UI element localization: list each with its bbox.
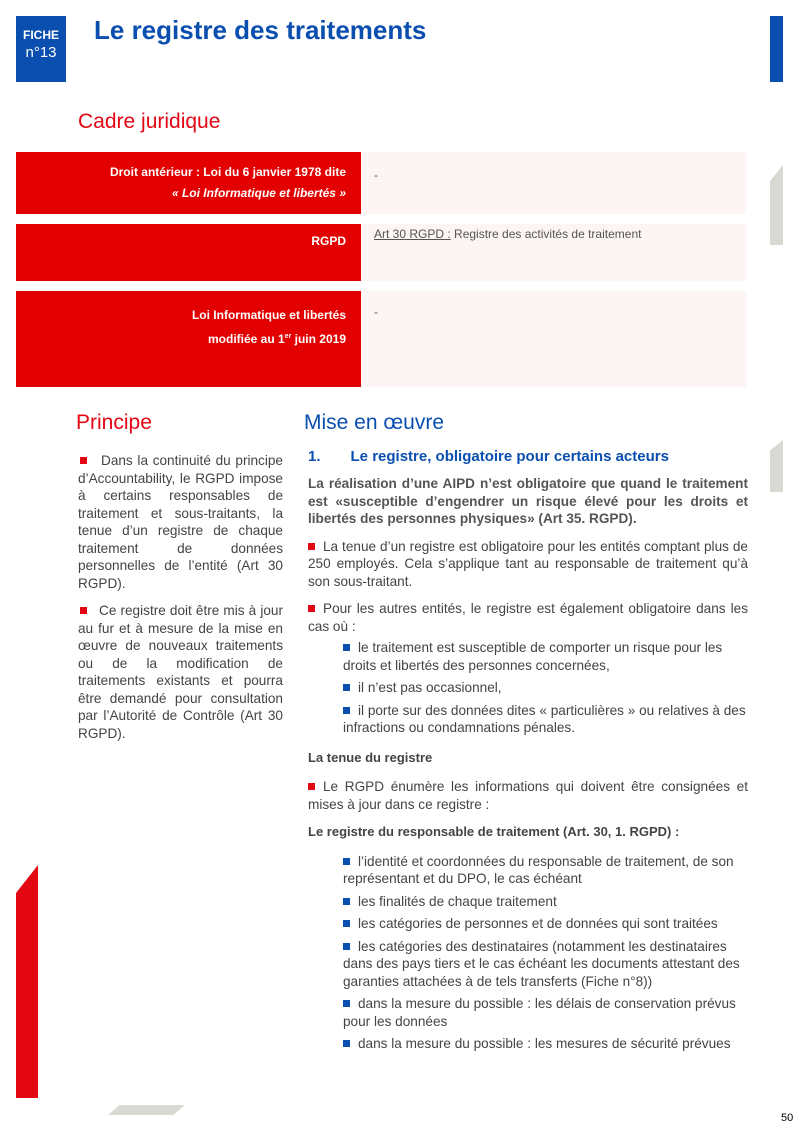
decorative-red-shape — [16, 865, 38, 1098]
bullet-icon — [343, 684, 350, 691]
superscript: er — [284, 333, 292, 340]
section-title: Le registre, obligatoire pour certains acteurs — [350, 448, 669, 465]
intro-bold: La réalisation d’une AIPD n’est obligatoire que quand le traitement est «susceptible d’engendrer un risque élevé pour les droits et libertés des personnes physiques» (Art 35. RGPD). — [308, 476, 748, 526]
list-item-text: dans la mesure du possible : les mesures de sécurité prévues — [358, 1036, 731, 1051]
principe-paragraph: Ce registre doit être mis à jour au fur et à mesure de la mise en œuvre de nouveaux traitements ou de la modification de traitements existants et pourra être demandé pour consultation par l’Autorité de Contrôle (Art 30 RGPD). — [78, 603, 283, 741]
principe-paragraph: Dans la continuité du principe d’Accountability, le RGPD impose à certains responsables de traitement et sous-traitants, la tenue d’un registre de chaque traitement de données personnelles de l’entité (Art 30 RGPD). — [78, 453, 283, 591]
list-item — [308, 995, 748, 1030]
list-item-text: l’identité et coordonnées du responsable de traitement, de son représentant et du DPO, le cas échéant — [343, 853, 734, 886]
list-item — [308, 1035, 748, 1053]
list-item-text: les finalités de chaque traitement — [358, 893, 557, 909]
sub-heading: La tenue du registre — [308, 749, 433, 765]
bullet-icon — [343, 1040, 350, 1047]
list-item — [308, 938, 748, 991]
mise-body — [308, 475, 748, 1058]
list-item — [308, 679, 748, 697]
bullet-icon — [343, 898, 350, 905]
bullet-icon — [343, 707, 350, 714]
bullet-icon — [343, 1000, 350, 1007]
fiche-label: FICHE — [23, 28, 59, 42]
list-item — [308, 915, 748, 933]
list-item-text: les catégories de personnes et de données qui sont traitées — [358, 916, 718, 931]
list-item-text: les catégories des destinataires (notamment les destinataires dans des pays tiers et le cas échéant les documents attestant des garanties attachées à de tels transferts (Fiche n°8)) — [343, 938, 740, 989]
list-item-text: il n’est pas occasionnel, — [358, 680, 502, 695]
list-item-text: dans la mesure du possible : les délais de conservation prévus pour les données — [343, 996, 736, 1029]
principe-heading: Principe — [76, 411, 152, 434]
art-30-link[interactable]: Art 30 RGPD : — [374, 227, 451, 241]
decorative-shape — [108, 1105, 185, 1115]
paragraph: La tenue d’un registre est obligatoire pour les entités comptant plus de 250 employés. Cela s’applique tant au responsable de traitement qu’à son sous-traitant. — [308, 538, 748, 589]
list-item — [308, 853, 748, 888]
list-item — [308, 639, 748, 674]
list-item — [308, 702, 748, 737]
page-number: 50 — [781, 1112, 794, 1124]
bullet-icon — [80, 607, 87, 614]
bullet-icon — [80, 457, 87, 464]
legal-row — [16, 291, 746, 387]
fiche-number: n°13 — [25, 44, 57, 61]
page-title: Le registre des traitements — [94, 15, 427, 45]
decorative-shape — [770, 165, 783, 245]
legal-key: RGPD — [16, 224, 361, 281]
principe-body — [78, 452, 283, 752]
legal-key-2: modifiée au 1 — [207, 332, 285, 346]
section-number: 1. — [308, 448, 321, 465]
fiche-badge — [16, 16, 66, 82]
top-right-bar — [770, 16, 783, 82]
bullet-icon — [343, 920, 350, 927]
bullet-icon — [343, 644, 350, 651]
cadre-heading: Cadre juridique — [78, 110, 221, 133]
legal-value: - — [361, 291, 746, 387]
legal-row — [16, 152, 746, 214]
legal-value: - — [361, 152, 746, 214]
legal-key-3: juin 2019 — [291, 332, 346, 346]
section-heading — [308, 448, 748, 465]
legal-row — [16, 224, 746, 281]
bullet-icon — [308, 543, 315, 550]
legal-key-2: « Loi Informatique et libertés » — [171, 186, 346, 200]
bullet-icon — [308, 605, 315, 612]
bullet-icon — [343, 858, 350, 865]
list-heading: Le registre du responsable de traitement (Art. 30, 1. RGPD) : — [308, 824, 680, 839]
legal-key: Droit antérieur : Loi du 6 janvier 1978 dite — [109, 165, 346, 179]
list-item — [308, 893, 748, 911]
mise-heading: Mise en œuvre — [304, 411, 445, 434]
bullet-icon — [308, 783, 315, 790]
bullet-icon — [343, 943, 350, 950]
list-item-text: il porte sur des données dites « particulières » ou relatives à des infractions ou condamnations pénales. — [343, 702, 746, 735]
decorative-shape — [770, 440, 783, 492]
legal-value: Registre des activités de traitement — [454, 227, 642, 241]
paragraph: Pour les autres entités, le registre est également obligatoire dans les cas où : — [308, 601, 748, 634]
legal-key: Loi Informatique et libertés — [191, 308, 346, 322]
paragraph: Le RGPD énumère les informations qui doivent être consignées et mises à jour dans ce registre : — [308, 779, 748, 812]
list-item-text: le traitement est susceptible de comporter un risque pour les droits et libertés des personnes concernées, — [343, 640, 723, 673]
